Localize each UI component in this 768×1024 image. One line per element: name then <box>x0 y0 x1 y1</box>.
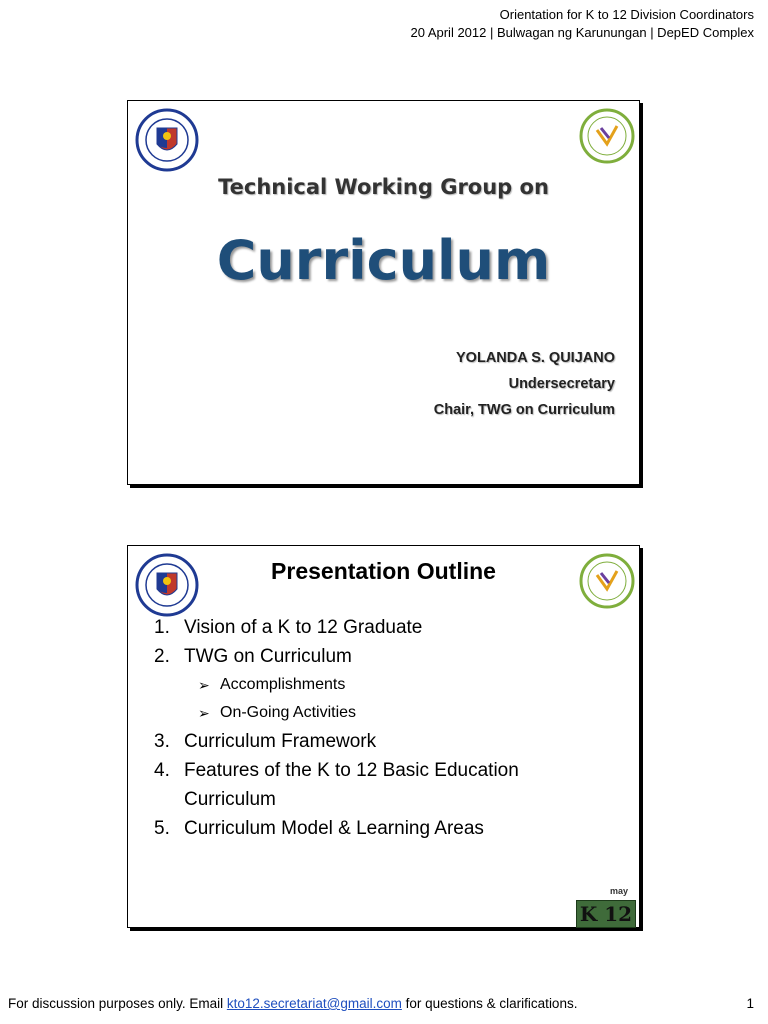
item-text: Curriculum Framework <box>184 731 377 752</box>
header-line-2: 20 April 2012 | Bulwagan ng Karunungan | DepED Complex <box>410 25 754 40</box>
item-text: TWG on Curriculum <box>184 646 352 667</box>
item-number: 2. <box>154 646 170 667</box>
subitem-text: On-Going Activities <box>220 704 357 721</box>
header-line-1: Orientation for K to 12 Division Coordinators <box>499 7 754 22</box>
outline-item <box>154 613 574 642</box>
k12-logo-main: K 12 <box>576 900 636 928</box>
slide-outline <box>127 545 640 928</box>
item-number: 5. <box>154 818 170 839</box>
subitem-text: Accomplishments <box>220 676 346 693</box>
presenter-role: Chair, TWG on Curriculum <box>433 402 615 418</box>
page-footer <box>8 996 754 1011</box>
footer-text-after: for questions & clarifications. <box>401 996 578 1011</box>
k12-logo-icon <box>576 886 634 926</box>
item-number: 3. <box>154 731 170 752</box>
item-text: Curriculum Model & Learning Areas <box>184 818 484 839</box>
outline-item <box>154 727 574 756</box>
outline-title: Presentation Outline <box>271 558 496 584</box>
item-text: Vision of a K to 12 Graduate <box>184 617 423 638</box>
outline-list <box>154 613 574 843</box>
slide-main-title: Curriculum <box>216 229 551 292</box>
outline-item <box>154 814 574 843</box>
arrow-bullet-icon: ➢ <box>198 705 210 721</box>
item-number: 4. <box>154 760 170 781</box>
page-number: 1 <box>746 996 754 1011</box>
item-number: 1. <box>154 617 170 638</box>
presenter-position: Undersecretary <box>508 376 615 392</box>
arrow-bullet-icon: ➢ <box>198 677 210 693</box>
outline-item <box>154 756 574 814</box>
footer-text-before: For discussion purposes only. Email <box>8 996 227 1011</box>
k12-logo-top: may <box>609 886 628 896</box>
outline-subitem <box>154 699 574 727</box>
presenter-name: YOLANDA S. QUIJANO <box>456 350 615 366</box>
deped-seal-icon <box>135 108 199 172</box>
outline-item <box>154 642 574 671</box>
email-link[interactable]: kto12.secretariat@gmail.com <box>226 996 402 1011</box>
footer-note <box>8 996 577 1011</box>
item-text: Features of the K to 12 Basic Education Curriculum <box>184 760 519 810</box>
presenter-block <box>434 345 615 423</box>
slide-subtitle: Technical Working Group on <box>218 175 549 199</box>
k12-emblem-icon <box>579 108 635 164</box>
page-header <box>410 6 754 42</box>
slide-title <box>127 100 640 485</box>
outline-subitem <box>154 671 574 699</box>
